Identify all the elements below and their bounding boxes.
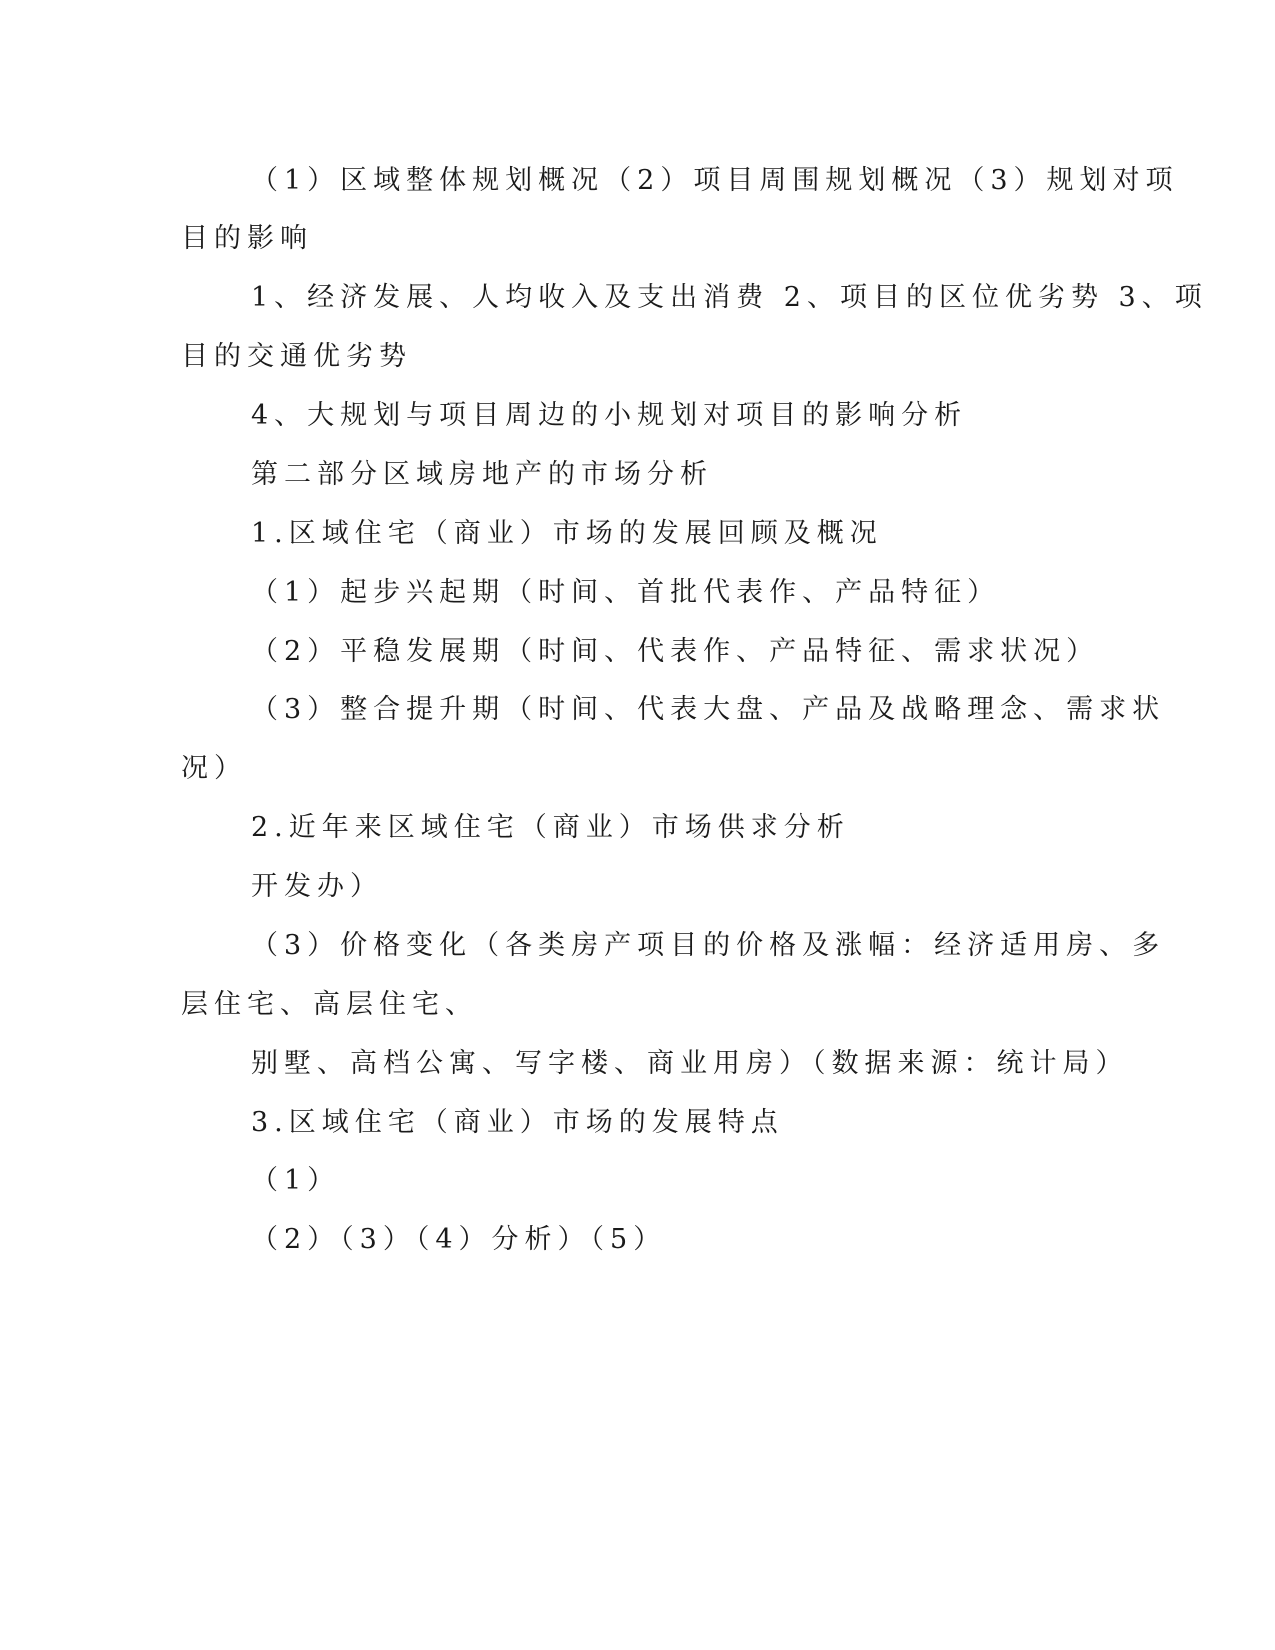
list-item-stable-period: （2）平稳发展期（时间、代表作、产品特征、需求状况）	[251, 636, 1100, 667]
list-item-price-change: （3）价格变化（各类房产项目的价格及涨幅：经济适用房、多	[251, 930, 1166, 961]
subheading-market-review: 1.区域住宅（商业）市场的发展回顾及概况	[251, 518, 883, 549]
list-item-features-2-5: （2）（3）（4）分析）（5）	[251, 1224, 667, 1255]
list-item-integration-period: （3）整合提升期（时间、代表大盘、产品及战略理念、需求状	[251, 694, 1166, 725]
section-heading-part-two: 第二部分区域房地产的市场分析	[251, 459, 713, 490]
paragraph-price-categories: 别墅、高档公寓、写字楼、商业用房）（数据来源：统计局）	[251, 1048, 1129, 1079]
subheading-supply-demand: 2.近年来区域住宅（商业）市场供求分析	[251, 812, 850, 843]
paragraph-planning-overview: （1）区域整体规划概况（2）项目周围规划概况（3）规划对项	[251, 165, 1179, 196]
subheading-market-features: 3.区域住宅（商业）市场的发展特点	[251, 1107, 784, 1138]
paragraph-development-office: 开发办）	[251, 871, 383, 902]
list-item-price-change-cont: 层住宅、高层住宅、	[181, 989, 478, 1020]
paragraph-economy-location-cont: 目的交通优劣势	[181, 341, 412, 372]
paragraph-economy-location: 1、经济发展、人均收入及支出消费 2、项目的区位优劣势 3、项	[251, 282, 1208, 313]
list-item-integration-period-cont: 况）	[181, 753, 247, 784]
paragraph-planning-overview-cont: 目的影响	[181, 223, 313, 254]
paragraph-planning-impact: 4、大规划与项目周边的小规划对项目的影响分析	[251, 400, 968, 431]
list-item-feature-1: （1）	[251, 1165, 341, 1196]
list-item-startup-period: （1）起步兴起期（时间、首批代表作、产品特征）	[251, 577, 1001, 608]
